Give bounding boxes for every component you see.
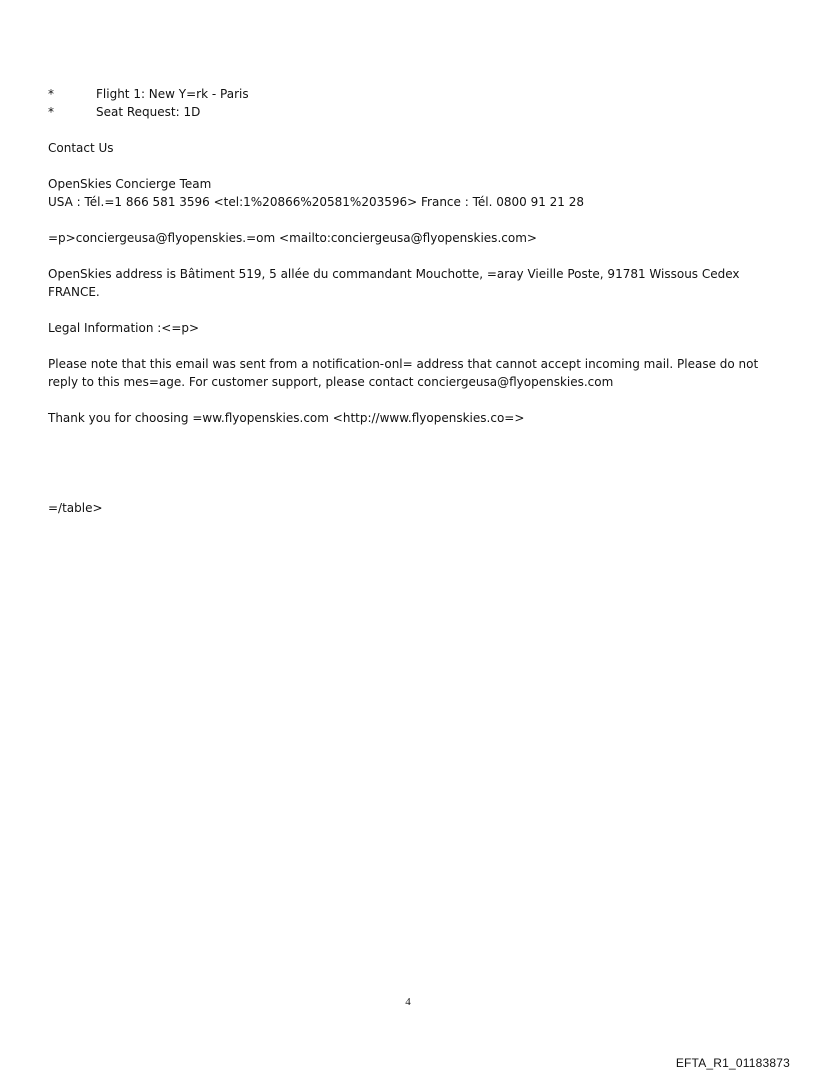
page-number: 4 [405, 996, 411, 1008]
legal-text: Please note that this email was sent from a notification-onl= address that cannot accept incoming mail. Please do not reply to this mes=age. For customer support, please contact conciergeusa@flyopenskies.com [48, 357, 763, 389]
list-item [48, 85, 768, 103]
bullet-text-seat: Seat Request: 1D [96, 105, 201, 119]
phone-line: USA : Tél.=1 866 581 3596 <tel:1%20866%20581%203596> France : Tél. 0800 91 21 28 [48, 195, 585, 209]
thank-you-line: Thank you for choosing =ww.flyopenskies.com <http://www.flyopenskies.co=> [48, 411, 525, 425]
table-close-fragment: =/table> [48, 501, 103, 515]
team-name: OpenSkies Concierge Team [48, 177, 212, 191]
bullet-text-flight: Flight 1: New Y=rk - Paris [96, 87, 249, 101]
email-body [48, 85, 768, 517]
list-item [48, 103, 768, 121]
address-line: OpenSkies address is Bâtiment 519, 5 allée du commandant Mouchotte, =aray Vieille Poste, 91781 Wissous Cedex FRANCE. [48, 267, 744, 299]
document-id: EFTA_R1_01183873 [675, 1056, 790, 1070]
bullet-mark: * [48, 87, 54, 101]
contact-heading: Contact Us [48, 141, 114, 155]
email-line: =p>conciergeusa@flyopenskies.=om <mailto:conciergeusa@flyopenskies.com> [48, 231, 537, 245]
legal-heading: Legal Information :<=p> [48, 321, 200, 335]
bullet-mark: * [48, 105, 54, 119]
